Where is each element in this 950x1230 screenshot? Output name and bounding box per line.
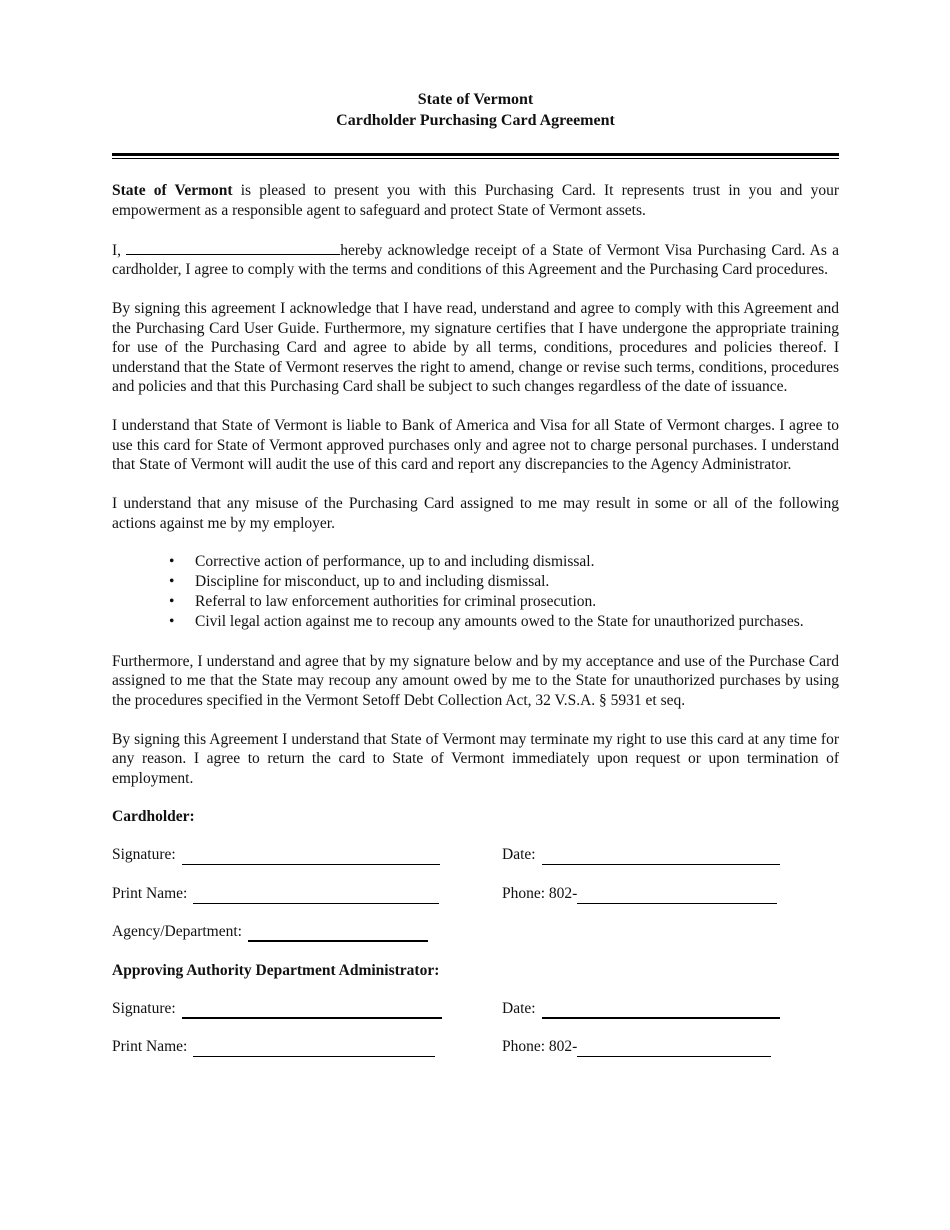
approver-signature-label: Signature: — [112, 999, 176, 1017]
intro-bold: State of Vermont — [112, 182, 233, 199]
bullet-icon: • — [169, 593, 175, 610]
approver-phone-field[interactable] — [577, 1041, 771, 1057]
consequences-list — [112, 552, 839, 632]
approver-row-2 — [112, 1037, 839, 1076]
approver-signature-field[interactable] — [182, 1002, 442, 1019]
agreement-page — [112, 90, 839, 1076]
approver-date-label: Date: — [502, 999, 536, 1017]
cardholder-date-label: Date: — [502, 846, 536, 863]
list-item: • Discipline for misconduct, up to and including dismissal. — [169, 573, 550, 590]
cardholder-row-1 — [112, 845, 839, 884]
approver-row-1 — [112, 999, 839, 1038]
cardholder-section-label: Cardholder: — [112, 808, 195, 825]
cardholder-phone-label: Phone: 802- — [502, 884, 578, 902]
approver-print-name-field[interactable] — [193, 1041, 435, 1057]
agency-department-label: Agency/Department: — [112, 923, 242, 940]
cardholder-row-3 — [112, 922, 839, 961]
misuse-paragraph: I understand that any misuse of the Purchasing Card assigned to me may result in some or all of the following actions against me by my employer. — [112, 495, 839, 532]
recoup-paragraph: Furthermore, I understand and agree that by my signature below and by my acceptance and use of the Purchase Card assigned to me that the State may recoup any amount owed by me to the State for unauthorized purchases by using the procedures specified in the Vermont Setoff Debt Collection Act, 32 V.S.A. § 5931 et seq. — [112, 652, 839, 709]
bullet-icon: • — [169, 553, 175, 570]
approver-print-name-label: Print Name: — [112, 1038, 188, 1055]
cardholder-print-name-field[interactable] — [193, 888, 439, 904]
intro-paragraph — [112, 181, 839, 220]
approver-date-field[interactable] — [542, 1002, 780, 1019]
cardholder-date-field[interactable] — [542, 849, 780, 865]
cardholder-row-2 — [112, 884, 839, 923]
title-divider — [112, 153, 839, 159]
cardholder-name-blank[interactable] — [126, 240, 340, 255]
cardholder-print-name-label: Print Name: — [112, 884, 188, 902]
cardholder-phone-field[interactable] — [577, 888, 777, 904]
list-item: • Civil legal action against me to recoup any amounts owed to the State for unauthorized purchases. — [169, 613, 804, 630]
bullet-icon: • — [169, 613, 175, 630]
termination-paragraph: By signing this Agreement I understand that State of Vermont may terminate my right to use this card at any time for any reason. I agree to return the card to State of Vermont immediately upon request or upon termination of employment. — [112, 730, 839, 787]
list-item: • Corrective action of performance, up to and including dismissal. — [169, 553, 595, 570]
bullet-icon: • — [169, 573, 175, 590]
intro-text: is pleased to present you with this Purchasing Card. It represents trust in you and your empowerment as a responsible agent to safeguard and protect State of Vermont assets. — [112, 182, 839, 219]
list-item: • Referral to law enforcement authorities for criminal prosecution. — [169, 593, 597, 610]
cardholder-signature-field[interactable] — [182, 849, 440, 865]
acknowledgement-paragraph — [112, 240, 839, 280]
approver-phone-label: Phone: 802- — [502, 1038, 578, 1055]
cardholder-signature-label: Signature: — [112, 846, 176, 863]
liability-paragraph: I understand that State of Vermont is liable to Bank of America and Visa for all State of Vermont charges. I agree to use this card for State of Vermont approved purchases only and agree not to charge personal purchases. I understand that State of Vermont will audit the use of this card and report any discrepancies to the Agency Administrator. — [112, 417, 839, 473]
agency-department-field[interactable] — [248, 925, 428, 942]
ack-text: hereby acknowledge receipt of a State of Vermont Visa Purchasing Card. As a cardholder, I agree to comply with the terms and conditions of this Agreement and the Purchasing Card procedures. — [112, 241, 839, 278]
ack-prefix: I, — [112, 241, 127, 259]
approver-section-label: Approving Authority Department Administrator: — [112, 961, 440, 979]
signing-paragraph: By signing this agreement I acknowledge that I have read, understand and agree to comply with this Agreement and the Purchasing Card User Guide. Furthermore, my signature certifies that I have undergone the appropriate training for use of the Purchasing Card and agree to abide by all terms, conditions, procedures and policies thereof. I understand that the State of Vermont reserves the right to amend, change or revise such terms, conditions, procedures and policies and that this Purchasing Card shall be subject to such changes regardless of the date of issuance. — [112, 300, 839, 395]
page-title — [112, 90, 839, 131]
title-line-2: Cardholder Purchasing Card Agreement — [336, 111, 615, 129]
title-line-1: State of Vermont — [417, 91, 534, 108]
